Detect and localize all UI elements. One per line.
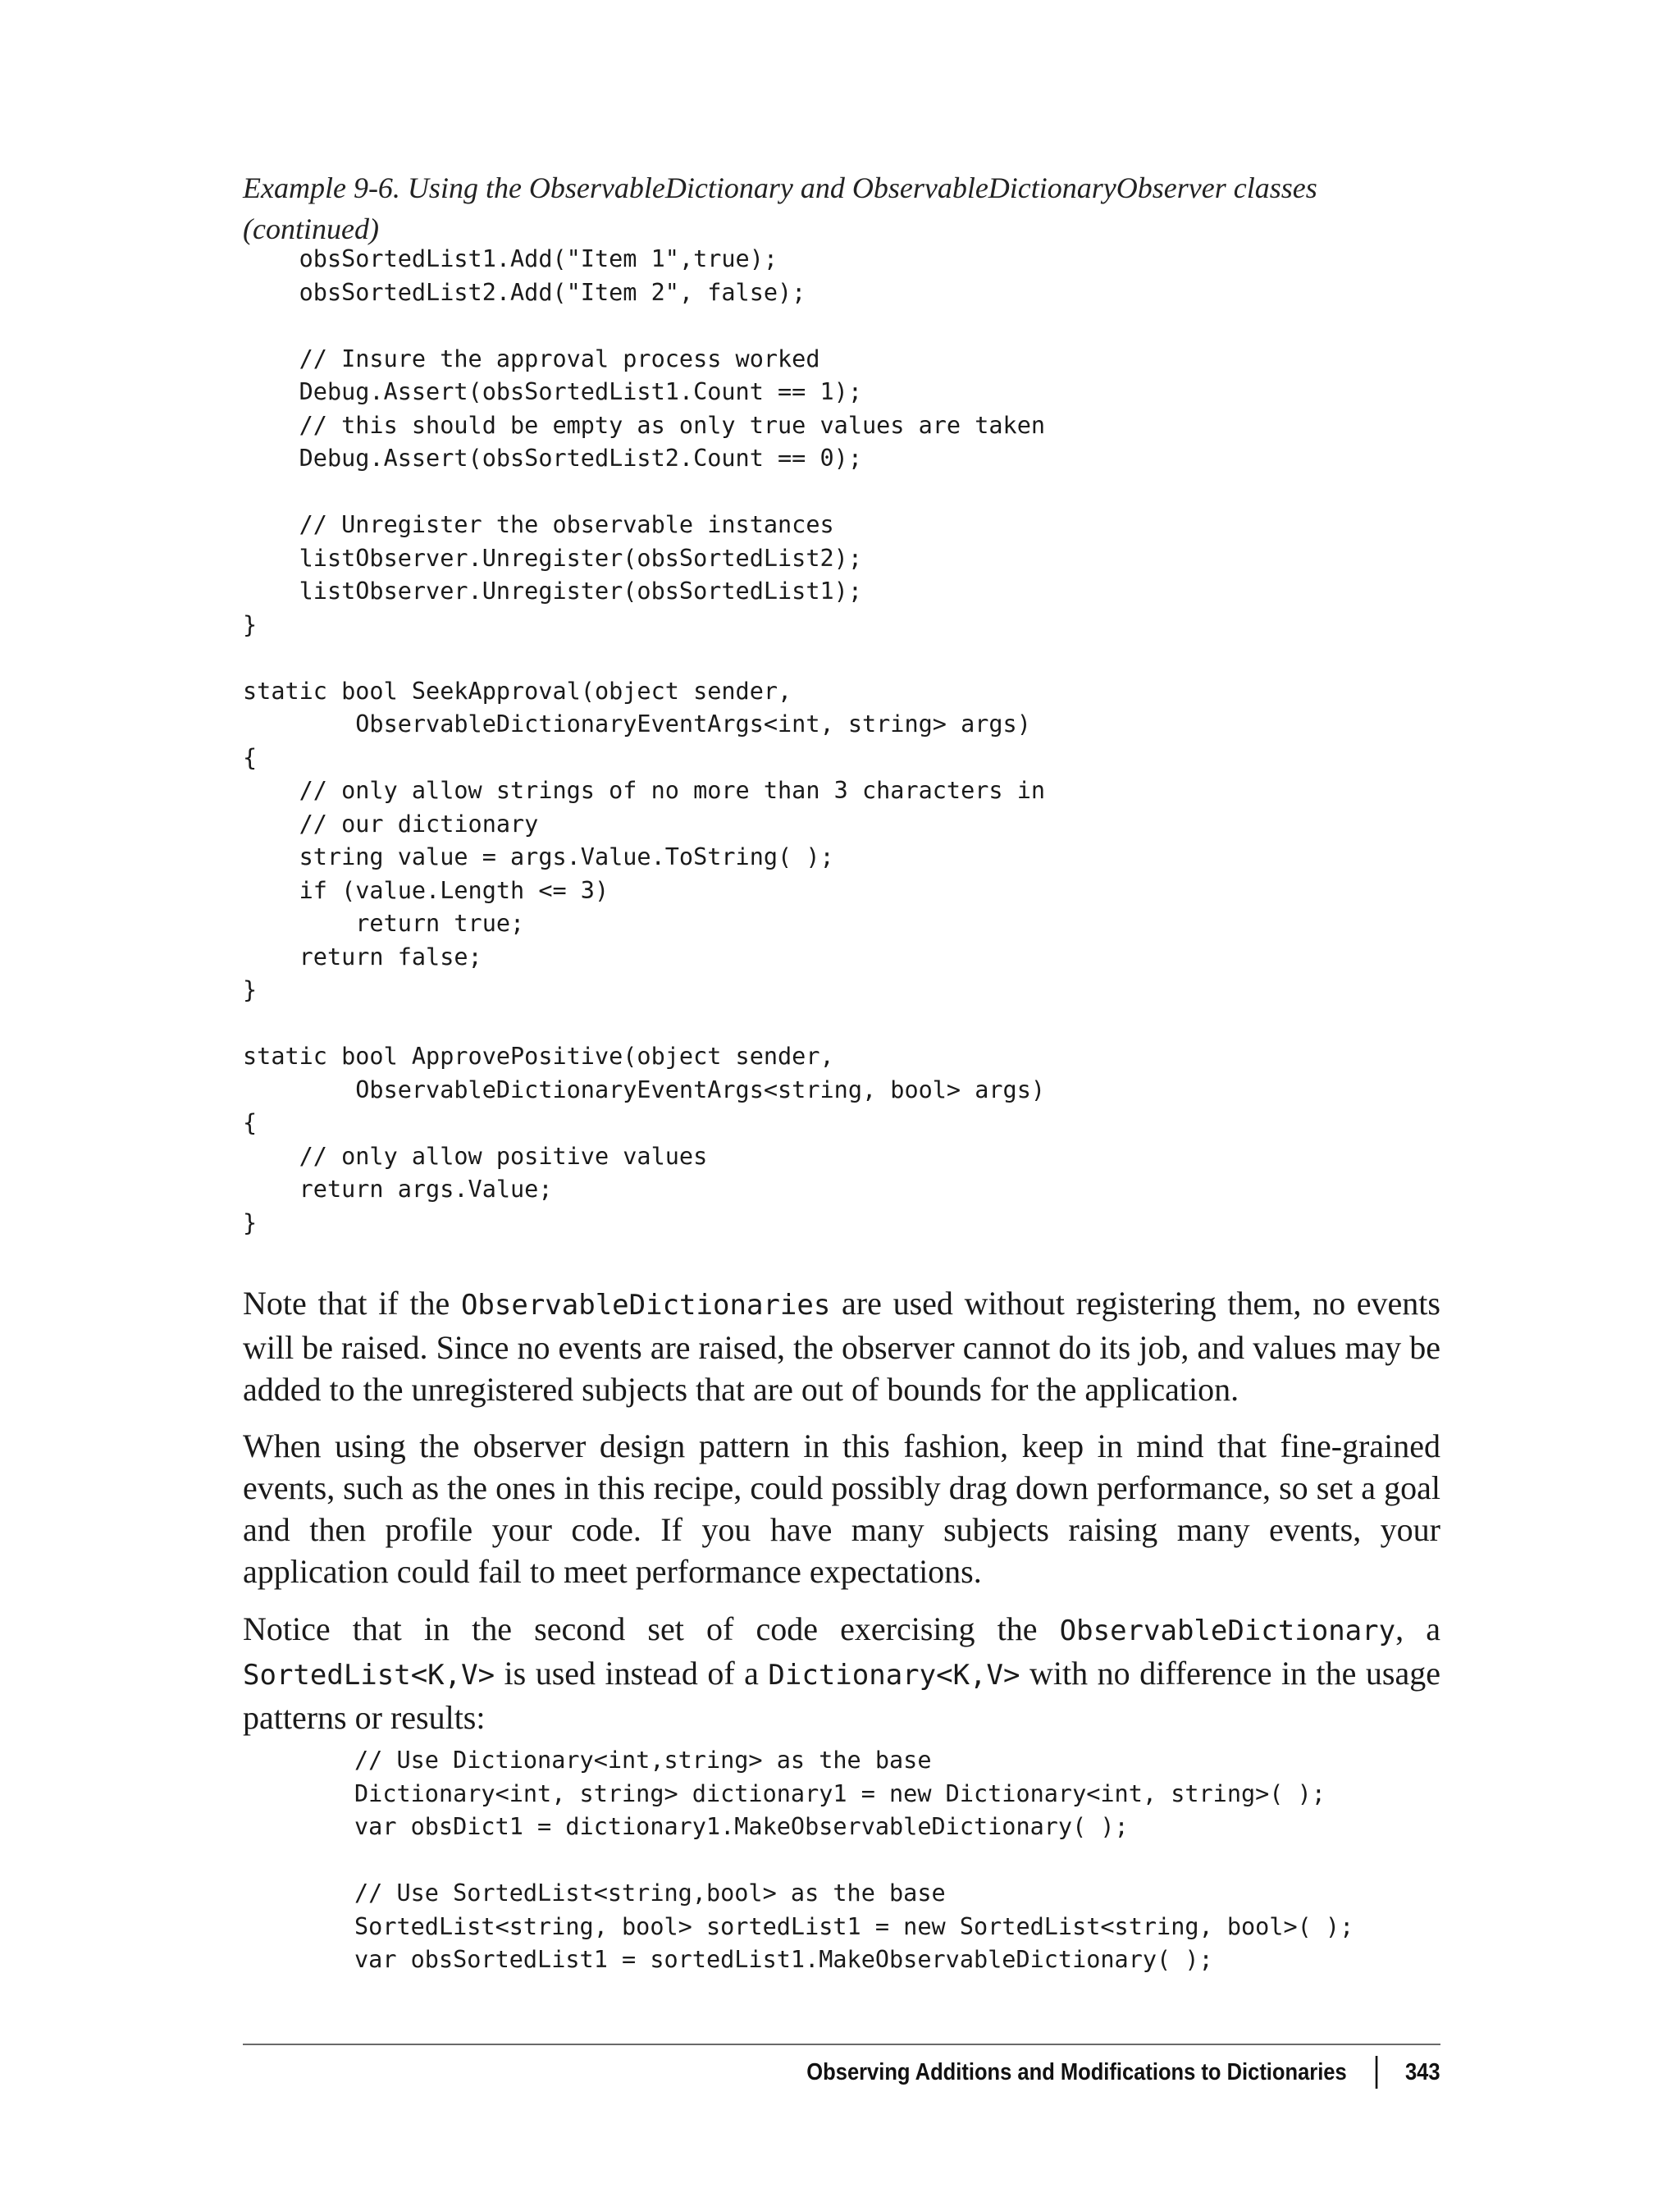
footer-section-title: Observing Additions and Modifications to Dictionaries [806,2059,1348,2085]
inline-code-observabledictionary: ObservableDictionary [1059,1615,1396,1647]
footer-separator [1376,2056,1378,2089]
paragraph-text: Note that if the [243,1285,461,1322]
paragraph-text: , a [1395,1610,1440,1647]
paragraph-performance: When using the observer design pattern in this fashion, keep in mind that fine-grained events, such as the ones in this recipe, could possibly drag down performance, so set a goal and then profile your code. If you have many subjects raising many events, your application could fail to meet performance expectations. [243,1427,1440,1590]
example-caption: Example 9-6. Using the ObservableDictionary and ObservableDictionaryObserver classes (continued) [243,171,1317,245]
paragraph-text: are used without registering them, no events will be raised. Since no events are raised, the observer cannot do its job, and values may be added to the unregistered subjects that are out of bounds for the application. [243,1285,1440,1408]
paragraph-unregistered-events [243,1282,1440,1410]
page-number: 343 [1405,2059,1440,2085]
page-footer [807,2054,1440,2090]
inline-code-observabledictionaries: ObservableDictionaries [460,1289,831,1322]
footer-divider [243,2044,1440,2045]
inline-code-sortedlist: SortedList<K,V> [243,1659,495,1692]
code-listing-second: // Use Dictionary<int,string> as the base Dictionary<int, string> dictionary1 = new Dictionary<int, string>( ); var obsDict1 = dictionary1.MakeObservableDictionary( ); // Use SortedList<string,bool> as the base SortedList<string, bool> sortedList1 = new SortedList<string, bool>( ); var obsSortedList1 = sortedList1.MakeObservableDictionary( ); [354,1747,1354,1973]
paragraph-sortedlist [243,1608,1440,1738]
inline-code-dictionary: Dictionary<K,V> [768,1659,1020,1692]
paragraph-text: Notice that in the second set of code exercising the [243,1610,1060,1647]
code-listing-main: obsSortedList1.Add("Item 1",true); obsSortedList2.Add("Item 2", false); // Insure the approval process worked Debug.Assert(obsSortedList1.Count == 1); // this should be empty as only true values are taken Debug.Assert(obsSortedList2.Count == 0); // Unregister the observable instances listObserver.Unregister(obsSortedList2); listObserver.Unregister(obsSortedList1); } static bool SeekApproval(object sender, ObservableDictionaryEventArgs<int, string> args) { // only allow strings of no more than 3 characters in // our dictionary string value = args.Value.ToString( ); if (value.Length <= 3) return true; return false; } static bool ApprovePositive(object sender, ObservableDictionaryEventArgs<string, bool> args) { // only allow positive values return args.Value; } [243,245,1046,1236]
paragraph-text: with no difference in the usage patterns or results: [243,1655,1440,1736]
paragraph-text: is used instead of a [495,1655,769,1692]
